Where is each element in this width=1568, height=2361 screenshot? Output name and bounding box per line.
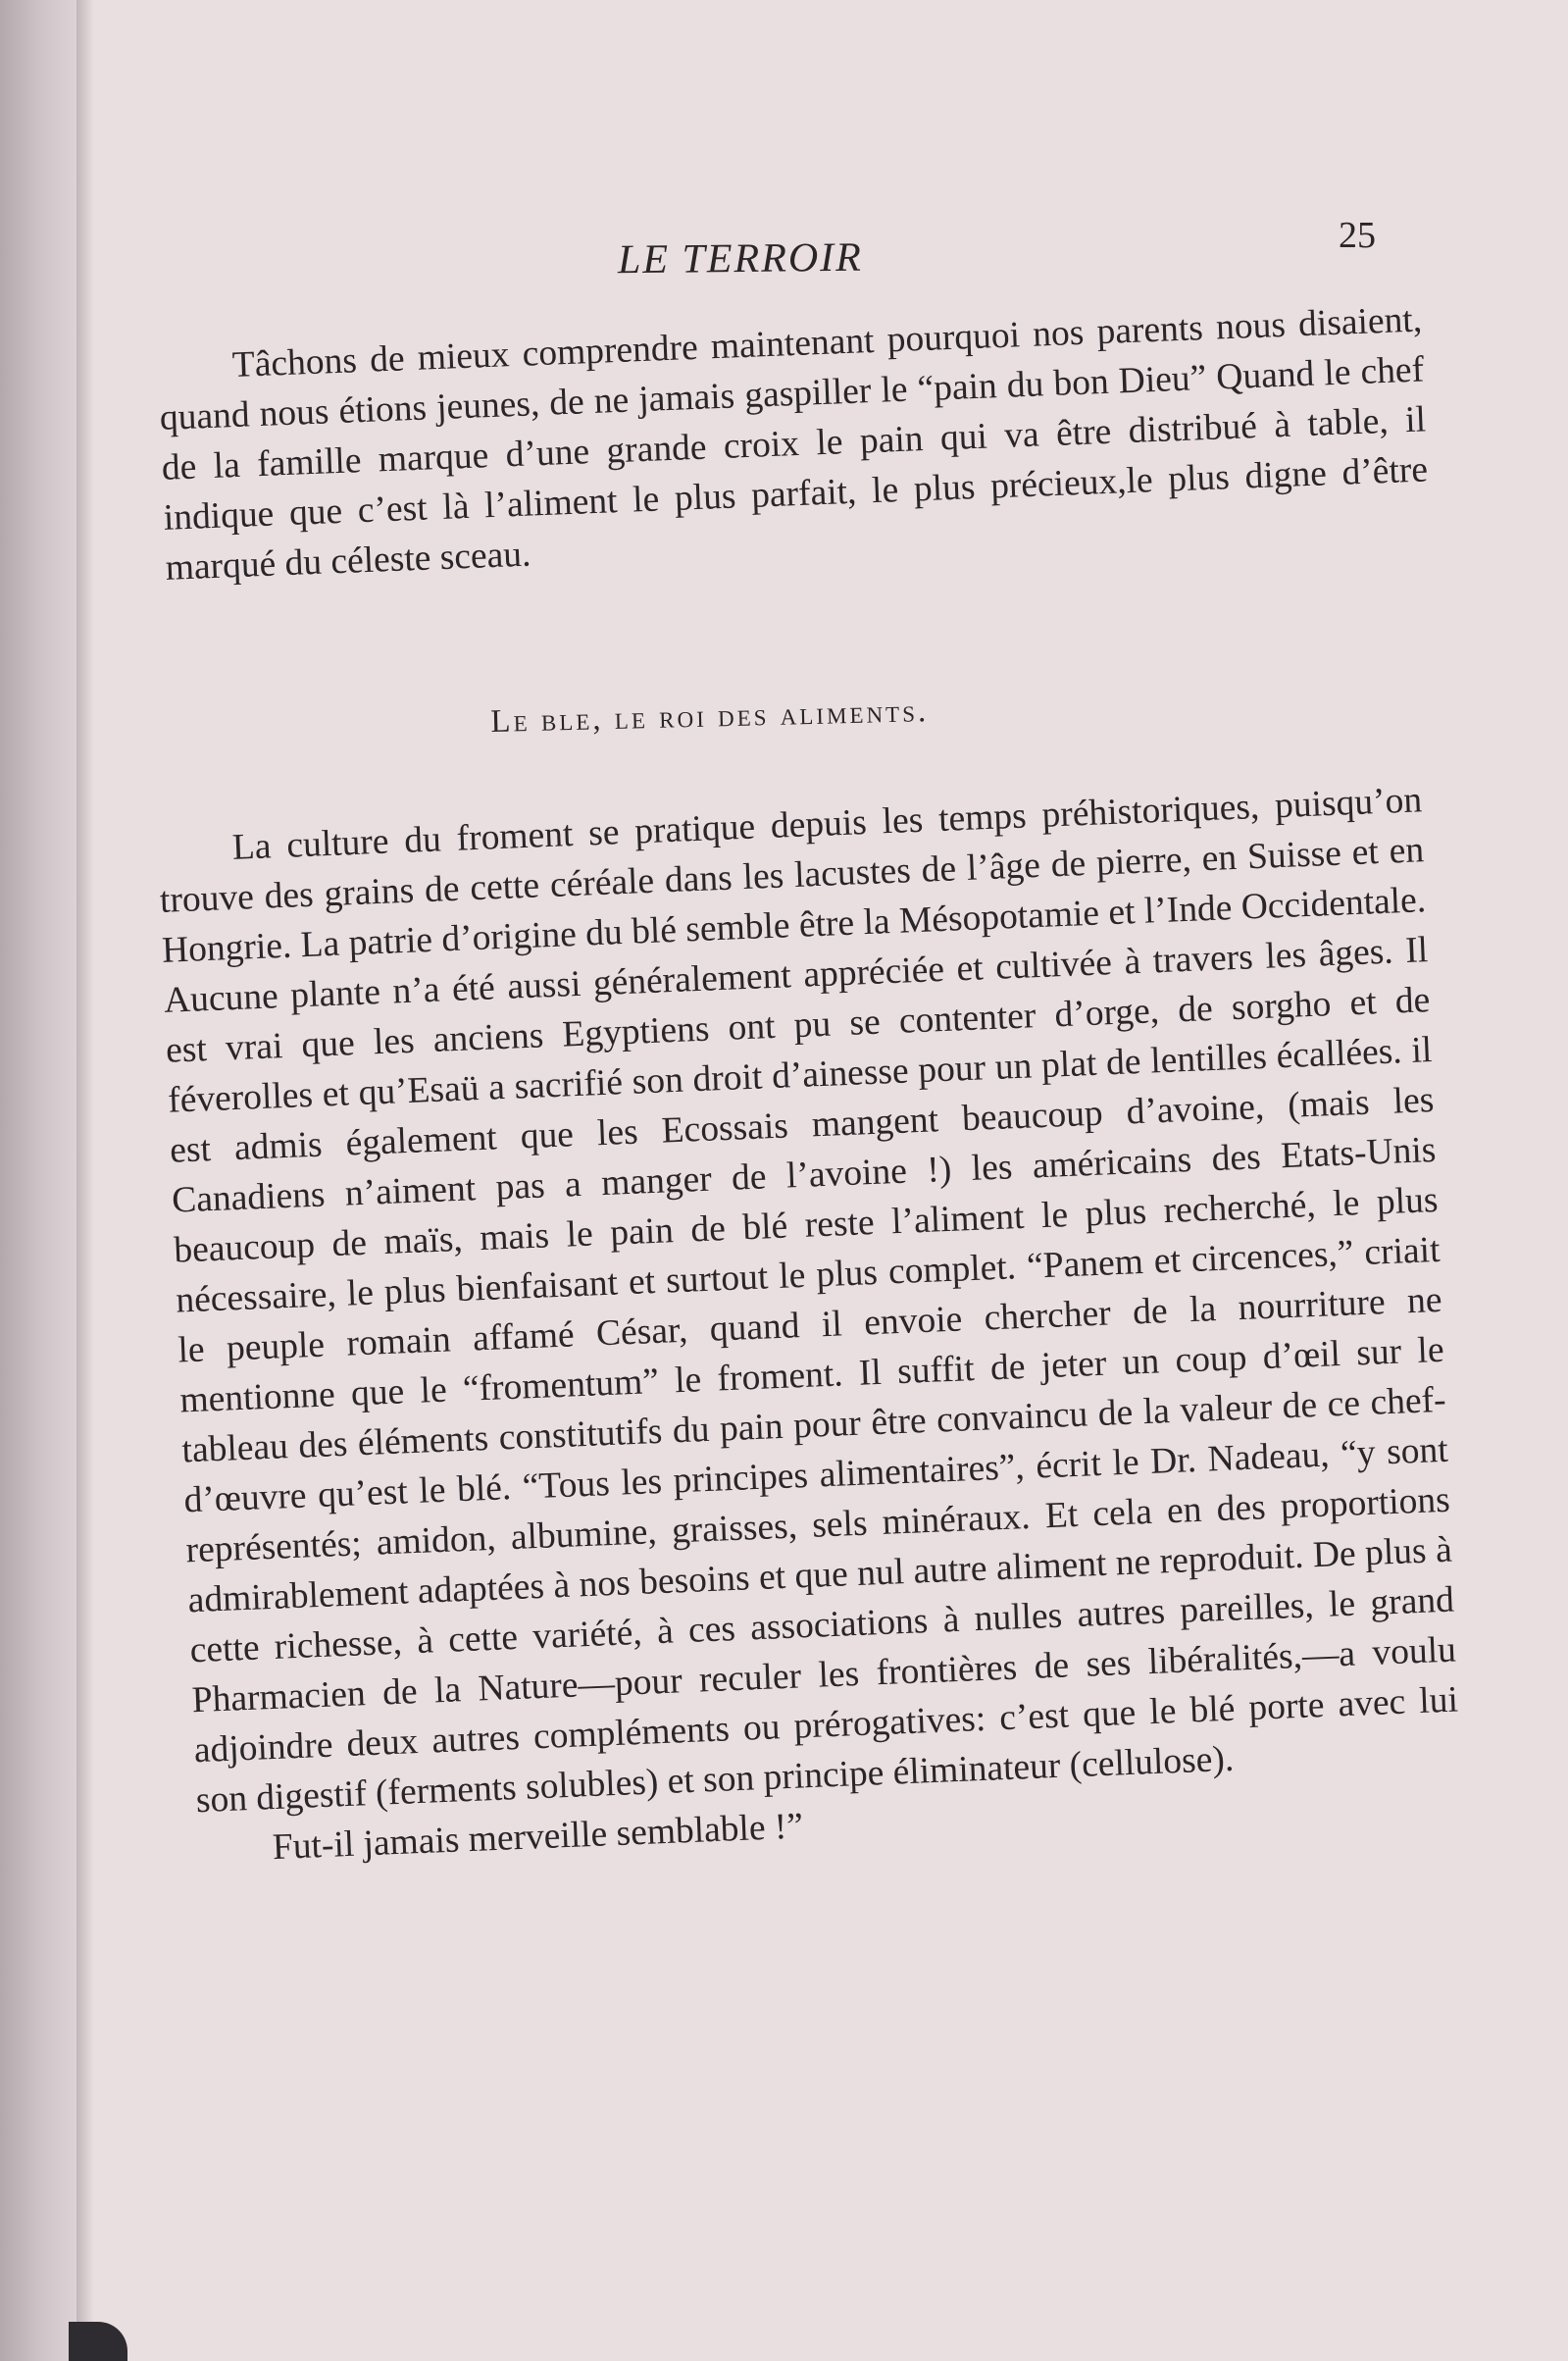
section-title: Le ble, le roi des aliments. <box>490 693 930 740</box>
paragraph-intro <box>157 294 1431 592</box>
running-head: LE TERROIR <box>617 234 864 283</box>
page-number: 25 <box>1339 215 1376 256</box>
paragraph-3-text: Fut-il jamais merveille semblable !” <box>272 1806 804 1869</box>
paragraph-body <box>157 775 1463 1875</box>
paragraph-2-text: La culture du froment se pratique depuis les temps préhistoriques, puisqu’on trouve des grains de cette céréale dans les lacustes de l’âge de pierre, en Suisse et en Hongrie. La patrie d’origine du blé semble être la Mésopotamie et l’Inde Occidentale. Aucune plante n’a été aussi généralement appréciée et cultivée à travers les âges. Il est vrai que les anciens Egyptiens ont pu se contenter d’orge, de sorgho et de féverolles et qu’Esaü a sacrifié son droit d’ainesse pour un plat de lentilles écallées. il est admis également que les Ecossais mangent beaucoup d’avoine, (mais les Canadiens n’aiment pas a manger de l’avoine !) les américains des Etats-Unis beaucoup de maïs, mais le pain de blé reste l’aliment le plus recherché, le plus nécessaire, le plus bienfaisant et surtout le plus complet. “Panem et circences,” criait le peuple romain affamé César, quand il envoie chercher de la nourriture ne mentionne que le “fromentum” le froment. Il suffit de jeter un coup d’œil sur le tableau des éléments constitutifs du pain pour être convaincu de la valeur de ce chef-d’œuvre qu’est le blé. “Tous les principes alimentaires”, écrit le Dr. Nadeau, “y sont représentés; amidon, albumine, graisses, sels minéraux. Et cela en des proportions admirablement adaptées à nos besoins et que nul autre aliment ne reproduit. De plus à cette richesse, à cette variété, à ces associations à nulles autres pareilles, le grand Pharmacien de la Nature—pour reculer les frontières de ses libéralités,—a voulu adjoindre deux autres compléments ou prérogatives: c’est que le blé porte avec lui son digestif (ferments solubles) et son principe éliminateur (cellulose). <box>159 780 1459 1822</box>
paragraph-1-text: Tâchons de mieux comprendre maintenant pourquoi nos parents nous disaient, quand nous étions jeunes, de ne jamais gaspiller le “pain du bon Dieu” Quand le chef de la famille marque d’une grande croix le pain qui va être distribué à table, il indique que c’est là l’aliment le plus parfait, le plus précieux,le plus digne d’être marqué du céleste sceau. <box>159 299 1429 589</box>
